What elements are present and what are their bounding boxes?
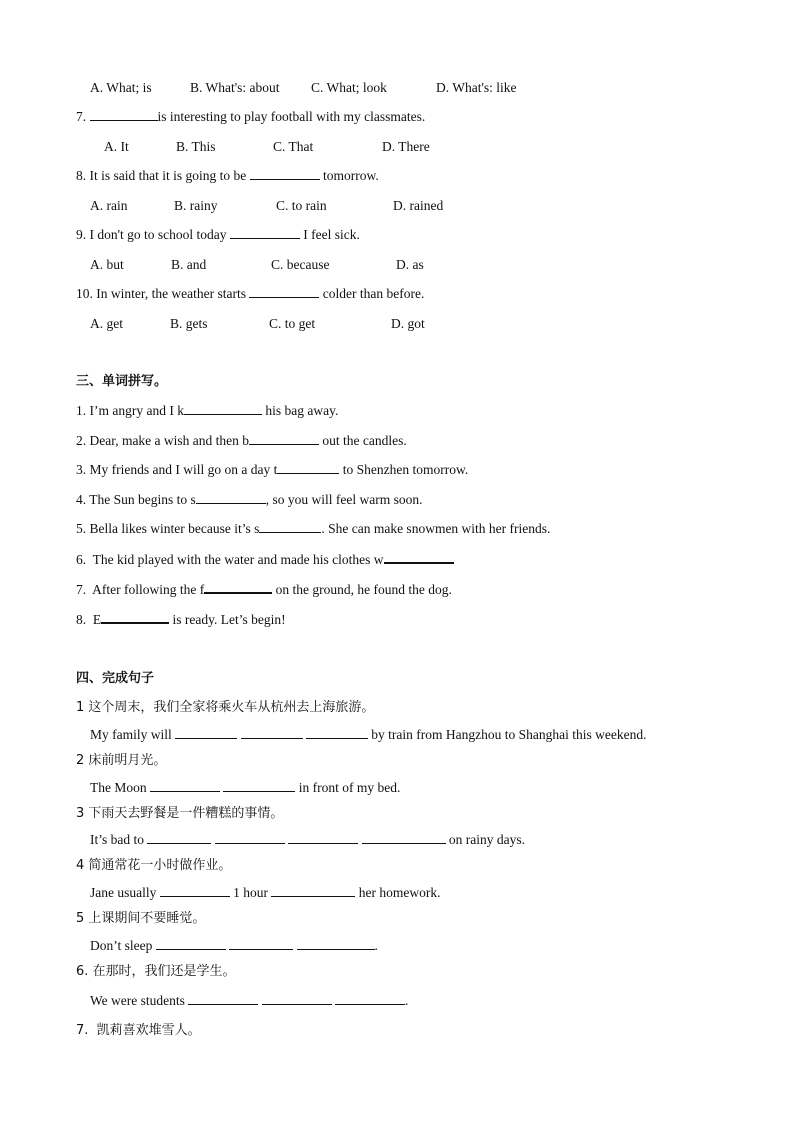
- answer-blank[interactable]: [250, 167, 320, 180]
- q6-option-a: A. What; is: [90, 80, 152, 95]
- q10-option-a: A. get: [90, 316, 123, 331]
- q7-option-c: C. That: [273, 139, 314, 154]
- answer-blank[interactable]: [384, 550, 454, 564]
- q8-question: 8. It is said that it is going to be tomorrow.: [76, 168, 379, 183]
- answer-blank[interactable]: [362, 831, 446, 844]
- answer-blank[interactable]: [259, 520, 321, 533]
- answer-blank[interactable]: [156, 937, 226, 950]
- answer-blank[interactable]: [215, 831, 285, 844]
- answer-blank[interactable]: [262, 992, 332, 1005]
- q8-option-c: C. to rain: [276, 198, 327, 213]
- q9-option-c: C. because: [271, 257, 330, 272]
- q7-option-d: D. There: [382, 139, 430, 154]
- translation-prompt-5: 5 上课期间不要睡觉。: [76, 911, 206, 926]
- translation-prompt-4: 4 简通常花一小时做作业。: [76, 858, 232, 873]
- answer-blank[interactable]: [196, 491, 266, 504]
- answer-blank[interactable]: [101, 610, 169, 624]
- translation-prompt-1: 1 这个周末，我们全家将乘火车从杭州去上海旅游。: [76, 700, 375, 715]
- section-3-heading: 三、单词拼写。: [76, 374, 168, 389]
- translation-prompt-3: 3 下雨天去野餐是一件糟糕的事情。: [76, 806, 284, 821]
- answer-blank[interactable]: [249, 432, 319, 445]
- q10-option-b: B. gets: [170, 316, 208, 331]
- answer-blank[interactable]: [271, 884, 355, 897]
- translation-answer-2: The Moon in front of my bed.: [90, 780, 401, 795]
- q7-option-b: B. This: [176, 139, 216, 154]
- answer-blank[interactable]: [175, 726, 237, 739]
- translation-prompt-7: 7. 凯莉喜欢堆雪人。: [76, 1023, 201, 1038]
- translation-answer-1: My family will by train from Hangzhou to Shanghai this weekend.: [90, 727, 647, 742]
- answer-blank[interactable]: [188, 992, 258, 1005]
- answer-blank[interactable]: [297, 937, 375, 950]
- translation-prompt-6: 6. 在那时，我们还是学生。: [76, 964, 236, 979]
- q8-option-a: A. rain: [90, 198, 128, 213]
- answer-blank[interactable]: [184, 402, 262, 415]
- answer-blank[interactable]: [277, 461, 339, 474]
- translation-answer-4: Jane usually 1 hour her homework.: [90, 885, 441, 900]
- translation-answer-6: We were students .: [90, 993, 409, 1008]
- q6-option-b: B. What's: about: [190, 80, 280, 95]
- q8-option-b: B. rainy: [174, 198, 218, 213]
- answer-blank[interactable]: [147, 831, 211, 844]
- answer-blank[interactable]: [204, 580, 272, 594]
- translation-prompt-2: 2 床前明月光。: [76, 753, 167, 768]
- q7-option-a: A. It: [104, 139, 129, 154]
- q9-question: 9. I don't go to school today I feel sick.: [76, 227, 360, 242]
- spelling-item-5: 5. Bella likes winter because it’s s . She can make snowmen with her friends.: [76, 521, 551, 536]
- answer-blank[interactable]: [288, 831, 358, 844]
- answer-blank[interactable]: [160, 884, 230, 897]
- translation-answer-3: It’s bad to on rainy days.: [90, 832, 525, 847]
- q8-option-d: D. rained: [393, 198, 444, 213]
- answer-blank[interactable]: [90, 108, 158, 121]
- answer-blank[interactable]: [335, 992, 405, 1005]
- q6-option-d: D. What's: like: [436, 80, 517, 95]
- spelling-item-6: 6. The kid played with the water and made his clothes w: [76, 550, 454, 569]
- q9-option-d: D. as: [396, 257, 424, 272]
- answer-blank[interactable]: [249, 285, 319, 298]
- answer-blank[interactable]: [306, 726, 368, 739]
- spelling-item-1: 1. I’m angry and I k his bag away.: [76, 403, 339, 418]
- q9-option-b: B. and: [171, 257, 207, 272]
- q6-option-c: C. What; look: [311, 80, 387, 95]
- spelling-item-4: 4. The Sun begins to s , so you will feel warm soon.: [76, 492, 423, 507]
- answer-blank[interactable]: [223, 779, 295, 792]
- spelling-item-3: 3. My friends and I will go on a day t to Shenzhen tomorrow.: [76, 462, 469, 477]
- q9-option-a: A. but: [90, 257, 124, 272]
- answer-blank[interactable]: [150, 779, 220, 792]
- answer-blank[interactable]: [241, 726, 303, 739]
- q10-option-d: D. got: [391, 316, 425, 331]
- q10-option-c: C. to get: [269, 316, 316, 331]
- spelling-item-7: 7. After following the f on the ground, he found the dog.: [76, 582, 452, 597]
- translation-answer-5: Don’t sleep .: [90, 938, 378, 953]
- q7-question: 7. is interesting to play football with my classmates.: [76, 109, 426, 124]
- spelling-item-8: 8. E is ready. Let’s begin!: [76, 612, 286, 627]
- answer-blank[interactable]: [230, 226, 300, 239]
- spelling-item-2: 2. Dear, make a wish and then b out the candles.: [76, 433, 407, 448]
- section-4-heading: 四、完成句子: [76, 671, 155, 686]
- q10-question: 10. In winter, the weather starts colder than before.: [76, 286, 425, 301]
- answer-blank[interactable]: [229, 937, 293, 950]
